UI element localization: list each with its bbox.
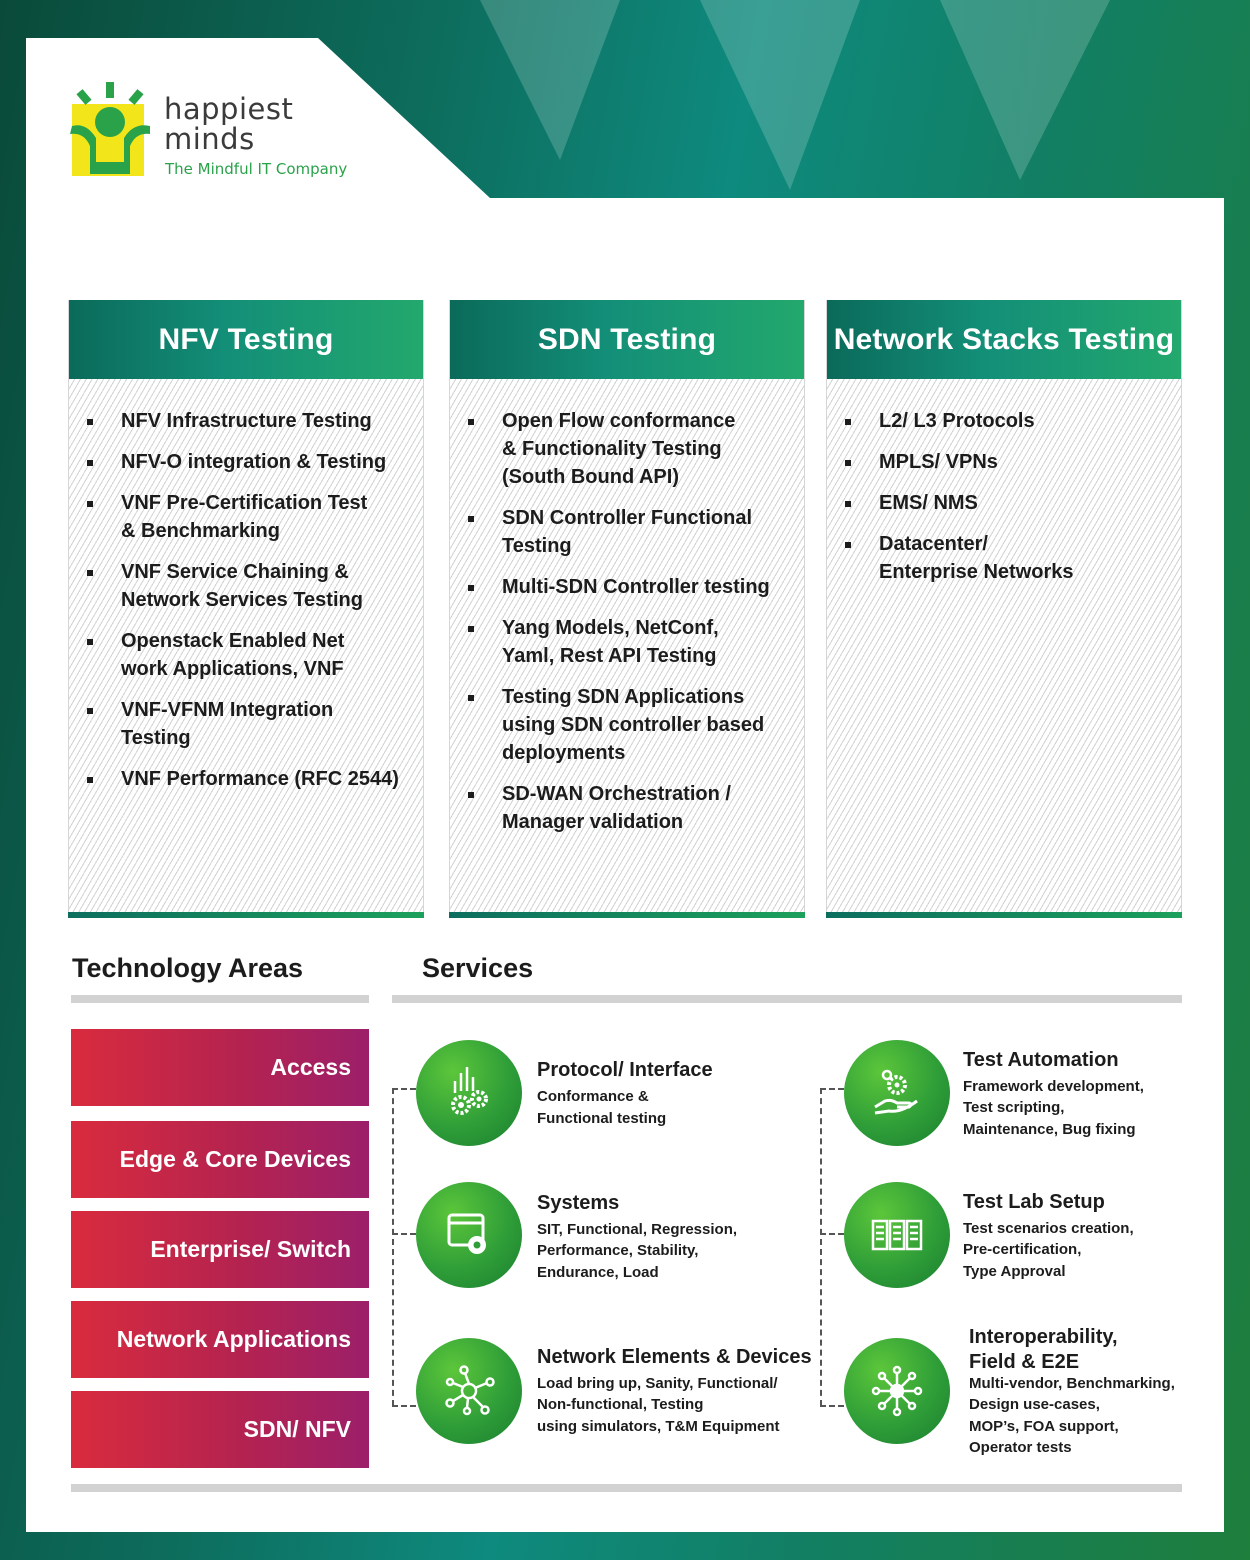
card-title: SDN Testing: [450, 300, 804, 379]
list-item: VNF-VFNM Integration Testing: [121, 696, 351, 752]
divider: [71, 995, 369, 1003]
connector-line: [820, 1088, 822, 1406]
service-desc: using simulators, T&M Equipment: [537, 1418, 780, 1435]
technology-areas-title: Technology Areas: [72, 953, 304, 983]
service-desc: Type Approval: [963, 1263, 1066, 1280]
services-title: Services: [422, 953, 534, 983]
hub-spokes-icon: [867, 1361, 927, 1421]
service-desc: Maintenance, Bug fixing: [963, 1121, 1136, 1138]
tech-area-sdn-nfv: SDN/ NFV: [71, 1391, 369, 1468]
service-icon-circle: [844, 1040, 950, 1146]
list-item: NFV Infrastructure Testing: [121, 407, 399, 435]
service-desc: Test scripting,: [963, 1099, 1065, 1116]
service-desc: Multi-vendor, Benchmarking,: [969, 1375, 1175, 1392]
service-title: Test Lab Setup: [963, 1191, 1105, 1213]
list-item: Open Flow conformance & Functionality Testing (South Bound API): [502, 407, 752, 491]
service-desc: SIT, Functional, Regression,: [537, 1221, 738, 1238]
connector-line: [820, 1088, 844, 1090]
tech-area-edge-core: Edge & Core Devices: [71, 1121, 369, 1198]
card-list: [827, 379, 1181, 586]
card-network-stacks-testing: [826, 300, 1182, 918]
list-item: Datacenter/ Enterprise Networks: [879, 530, 1079, 586]
service-title: Protocol/ Interface: [537, 1059, 713, 1081]
hand-gears-icon: [867, 1063, 927, 1123]
happiest-minds-logo-icon: [66, 82, 156, 178]
list-item: VNF Performance (RFC 2544): [121, 765, 399, 793]
service-icon-circle: [416, 1040, 522, 1146]
list-item: NFV-O integration & Testing: [121, 448, 399, 476]
brand-tagline: The Mindful IT Company: [165, 160, 348, 178]
list-item: L2/ L3 Protocols: [879, 407, 1157, 435]
connector-line: [392, 1088, 394, 1406]
card-list: [450, 379, 804, 836]
service-desc: Operator tests: [969, 1439, 1072, 1456]
bottom-divider: [71, 1484, 1182, 1492]
service-desc: MOP’s, FOA support,: [969, 1418, 1119, 1435]
service-icon-circle: [844, 1182, 950, 1288]
service-desc: Non-functional, Testing: [537, 1396, 704, 1413]
company-logo: [66, 82, 366, 182]
list-item: MPLS/ VPNs: [879, 448, 1157, 476]
service-desc: Load bring up, Sanity, Functional/: [537, 1375, 778, 1392]
list-item: Testing SDN Applications using SDN controller based deployments: [502, 683, 794, 767]
list-item: VNF Service Chaining & Network Services Testing: [121, 558, 371, 614]
service-title: Systems: [537, 1192, 620, 1214]
service-desc: Conformance &: [537, 1088, 649, 1105]
card-nfv-testing: [68, 300, 424, 918]
service-icon-circle: [844, 1338, 950, 1444]
service-desc: Framework development,: [963, 1078, 1144, 1095]
connector-line: [820, 1405, 844, 1407]
list-item: SD-WAN Orchestration / Manager validation: [502, 780, 742, 836]
service-desc: Test scenarios creation,: [963, 1220, 1134, 1237]
connector-line: [392, 1405, 416, 1407]
card-title: NFV Testing: [69, 300, 423, 379]
card-sdn-testing: [449, 300, 805, 918]
browser-gear-icon: [439, 1205, 499, 1265]
brand-name-line1: happiest: [164, 92, 294, 126]
tech-area-access: Access: [71, 1029, 369, 1106]
list-item: SDN Controller Functional Testing: [502, 504, 752, 560]
service-desc: Performance, Stability,: [537, 1242, 699, 1259]
card-title: Network Stacks Testing: [827, 300, 1181, 379]
list-item: VNF Pre-Certification Test & Benchmarking: [121, 489, 381, 545]
list-item: EMS/ NMS: [879, 489, 1157, 517]
service-desc: Endurance, Load: [537, 1264, 659, 1281]
gears-chart-icon: [439, 1063, 499, 1123]
tech-area-network-applications: Network Applications: [71, 1301, 369, 1378]
brand-name-line2: minds: [164, 122, 255, 156]
service-desc: Pre-certification,: [963, 1241, 1082, 1258]
service-desc: Design use-cases,: [969, 1396, 1100, 1413]
connector-line: [820, 1233, 844, 1235]
service-title: Test Automation: [963, 1049, 1119, 1071]
server-rack-icon: [867, 1205, 927, 1265]
card-list: [69, 379, 423, 793]
list-item: Openstack Enabled Net work Applications, VNF: [121, 627, 351, 683]
list-item: Yang Models, NetConf, Yaml, Rest API Testing: [502, 614, 772, 670]
connector-line: [392, 1088, 416, 1090]
service-title: Network Elements & Devices: [537, 1346, 812, 1368]
service-desc: Functional testing: [537, 1110, 667, 1127]
connector-line: [392, 1233, 416, 1235]
service-icon-circle: [416, 1182, 522, 1288]
service-title: Interoperability,: [969, 1326, 1118, 1348]
service-title: Field & E2E: [969, 1351, 1080, 1373]
divider: [392, 995, 1182, 1003]
list-item: Multi-SDN Controller testing: [502, 573, 780, 601]
network-node-icon: [439, 1361, 499, 1421]
service-icon-circle: [416, 1338, 522, 1444]
tech-area-enterprise-switch: Enterprise/ Switch: [71, 1211, 369, 1288]
